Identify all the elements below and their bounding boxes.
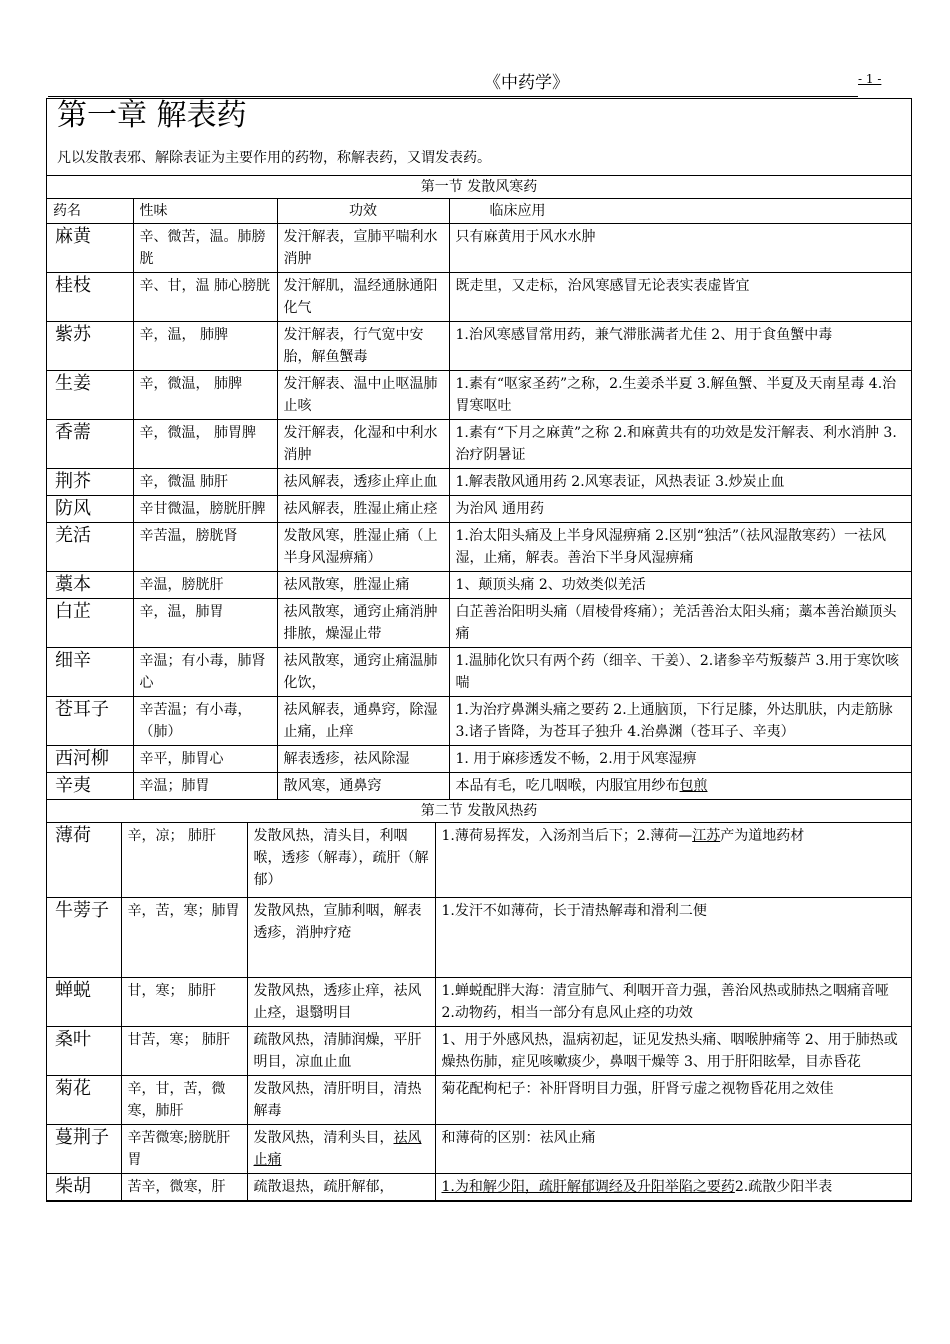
herb-effect: 疏散退热，疏肝解郁，: [247, 1173, 435, 1200]
herb-effect: 发散风热，宣肺利咽，解表透疹，消肿疗疮: [247, 897, 435, 977]
underlined-term: 1.为和解少阳，疏肝解郁调经及升阳举陷之要药: [441, 1178, 735, 1195]
herb-taste: 辛，微温 肺肝: [133, 469, 277, 496]
herb-usage: 1.温肺化饮只有两个药（细辛、干姜）、2.诸参辛芍叛藜芦 3.用于寒饮咳喘: [449, 648, 911, 697]
herb-effect: 发散风热，清肝明目，清热解毒: [247, 1075, 435, 1124]
herb-name: 蔓荆子: [47, 1124, 121, 1173]
herb-name: 生姜: [47, 371, 133, 420]
herb-effect: 解表透疹，祛风除湿: [277, 746, 449, 773]
herb-name: 西河柳: [47, 746, 133, 773]
herb-effect: 祛风散寒，通窍止痛温肺化饮，: [277, 648, 449, 697]
table-row: [47, 496, 911, 523]
herb-taste: 辛温；肺胃: [133, 773, 277, 800]
herb-name: 牛蒡子: [47, 897, 121, 977]
book-title: 《中药学》: [484, 73, 569, 93]
herb-usage: [435, 823, 911, 897]
table-row: [47, 648, 911, 697]
herb-effect: 祛风散寒，通窍止痛消肿排脓，燥湿止带: [277, 599, 449, 648]
herb-effect: 发汗解表，宣肺平喘利水消肿: [277, 224, 449, 273]
herb-usage: [435, 1173, 911, 1200]
herb-taste: 辛，甘，苦，微寒，肺肝: [121, 1075, 247, 1124]
usage-text: 1.薄荷易挥发，入汤剂当后下；2.薄荷—: [441, 828, 693, 844]
herb-taste: 辛苦温，膀胱肾: [133, 523, 277, 572]
col-header-usage: 临床应用: [449, 199, 911, 224]
underlined-term: 包煎: [679, 778, 708, 794]
table-header: [47, 199, 911, 224]
col-header-name: 药名: [47, 199, 133, 224]
herb-effect: 祛风解表，透疹止痒止血: [277, 469, 449, 496]
usage-text: 2.疏散少阳半表: [734, 1178, 833, 1195]
herb-taste: 辛，温，肺胃: [133, 599, 277, 648]
herb-name: 薄荷: [47, 823, 121, 897]
table-row: [47, 977, 911, 1026]
herb-usage: 1. 用于麻疹透发不畅，2.用于风寒湿痹: [449, 746, 911, 773]
herb-taste: 甘，寒； 肺肝: [121, 977, 247, 1026]
herb-usage: 1.素有“呕家圣药”之称，2.生姜杀半夏 3.解鱼蟹、半夏及天南星毒 4.治胃寒呕吐: [449, 371, 911, 420]
herb-taste: 辛平，肺胃心: [133, 746, 277, 773]
table-row: [47, 697, 911, 746]
col-header-taste: 性味: [133, 199, 277, 224]
section1-table: [47, 175, 911, 823]
underlined-term: 江苏: [692, 828, 721, 844]
table-row: [47, 420, 911, 469]
herb-name: 藁本: [47, 572, 133, 599]
herb-name: 辛夷: [47, 773, 133, 800]
usage-text: 本品有毛，吃几咽喉，内服宜用纱布: [455, 778, 680, 794]
header-rule: [48, 96, 858, 97]
table-row: [47, 1124, 911, 1173]
herb-effect: 祛风解表，胜湿止痛止痉: [277, 496, 449, 523]
table-row: [47, 273, 911, 322]
table-row: [47, 371, 911, 420]
herb-usage: 1.发汗不如薄荷，长于清热解毒和滑利二便: [435, 897, 911, 977]
herb-usage: 和薄荷的区别：祛风止痛: [435, 1124, 911, 1173]
table-row: [47, 224, 911, 273]
herb-effect: 祛风解表，通鼻窍，除湿止痛，止痒: [277, 697, 449, 746]
herb-name: 荆芥: [47, 469, 133, 496]
herb-taste: 辛，微温， 肺胃脾: [133, 420, 277, 469]
herb-usage: 为治风 通用药: [449, 496, 911, 523]
section2-title: 第二节 发散风热药: [47, 800, 911, 823]
herb-usage: 1.治太阳头痛及上半身风湿痹痛 2.区别“独活”（祛风湿散寒药）一祛风湿，止痛，解表。善治下半身风湿痹痛: [449, 523, 911, 572]
underlined-term: 祛风止痛: [253, 1129, 422, 1168]
document-body: [46, 98, 912, 1202]
herb-name: 麻黄: [47, 224, 133, 273]
table-row: [47, 599, 911, 648]
herb-taste: 辛，微温， 肺脾: [133, 371, 277, 420]
herb-usage: 白芷善治阳明头痛（眉棱骨疼痛）；羌活善治太阳头痛；藁本善治巅顶头痛: [449, 599, 911, 648]
herb-effect: 疏散风热，清肺润燥，平肝明目，凉血止血: [247, 1026, 435, 1075]
page-number: - 1 -: [858, 72, 882, 86]
herb-usage: 1、颠顶头痛 2、功效类似羌活: [449, 572, 911, 599]
herb-taste: 辛，苦，寒；肺胃: [121, 897, 247, 977]
section1-title: 第一节 发散风寒药: [47, 176, 911, 199]
herb-effect: [247, 1124, 435, 1173]
herb-effect: 散风寒，通鼻窍: [277, 773, 449, 800]
table-row: [47, 322, 911, 371]
table-row: [47, 823, 911, 897]
col-header-effect: 功效: [277, 199, 449, 224]
table-row: [47, 1173, 911, 1200]
herb-effect: 发汗解肌，温经通脉通阳化气: [277, 273, 449, 322]
herb-effect: 发汗解表，化湿和中利水消肿: [277, 420, 449, 469]
herb-taste: 辛、甘，温 肺心膀胱: [133, 273, 277, 322]
herb-name: 细辛: [47, 648, 133, 697]
herb-effect: 祛风散寒，胜湿止痛: [277, 572, 449, 599]
usage-text: 产为道地药材: [720, 828, 805, 844]
herb-name: 蝉蜕: [47, 977, 121, 1026]
section2-table: [47, 823, 911, 1201]
herb-taste: 辛甘微温，膀胱肝脾: [133, 496, 277, 523]
herb-usage: 1.治风寒感冒常用药，兼气滞胀满者尤佳 2、用于食鱼蟹中毒: [449, 322, 911, 371]
chapter-title: 第一章 解表药: [57, 98, 247, 133]
table-row: [47, 572, 911, 599]
herb-usage: 1、用于外感风热，温病初起，证见发热头痛、咽喉肿痛等 2、用于肺热或燥热伤肺，症见咳嗽痰少，鼻咽干燥等 3、用于肝阳眩晕，目赤昏花: [435, 1026, 911, 1075]
herb-taste: 辛温，膀胱肝: [133, 572, 277, 599]
herb-taste: 辛苦微寒;膀胱肝胃: [121, 1124, 247, 1173]
table-row: [47, 469, 911, 496]
herb-taste: 辛，温， 肺脾: [133, 322, 277, 371]
table-row: [47, 523, 911, 572]
herb-name: 桑叶: [47, 1026, 121, 1075]
table-row: [47, 1026, 911, 1075]
herb-name: 菊花: [47, 1075, 121, 1124]
herb-effect: 发散风热，透疹止痒，祛风止痉，退翳明目: [247, 977, 435, 1026]
herb-name: 苍耳子: [47, 697, 133, 746]
herb-taste: 辛温；有小毒，肺肾心: [133, 648, 277, 697]
table-row: [47, 773, 911, 800]
herb-name: 柴胡: [47, 1173, 121, 1200]
herb-name: 香薷: [47, 420, 133, 469]
herb-usage: 1.蝉蜕配胖大海：清宣肺气、利咽开音力强，善治风热或肺热之咽痛音哑 2.动物药，相当一部分有息风止痉的功效: [435, 977, 911, 1026]
table-row: [47, 897, 911, 977]
table-row: [47, 746, 911, 773]
herb-name: 白芷: [47, 599, 133, 648]
herb-effect: 发汗解表、温中止呕温肺止咳: [277, 371, 449, 420]
herb-taste: 辛苦温；有小毒，（肺）: [133, 697, 277, 746]
herb-name: 羌活: [47, 523, 133, 572]
herb-effect: 发散风寒，胜湿止痛（上半身风湿痹痛）: [277, 523, 449, 572]
herb-usage: [449, 773, 911, 800]
herb-usage: 1.素有“下月之麻黄”之称 2.和麻黄共有的功效是发汗解表、利水消肿 3.治疗阴暑证: [449, 420, 911, 469]
herb-name: 桂枝: [47, 273, 133, 322]
herb-taste: 苦辛，微寒，肝: [121, 1173, 247, 1200]
herb-usage: 1.解表散风通用药 2.风寒表证，风热表证 3.炒炭止血: [449, 469, 911, 496]
page-header: [0, 68, 950, 94]
herb-usage: 1.为治疗鼻渊头痛之要药 2.上通脑顶，下行足膝，外达肌肤，内走筋脉 3.诸子皆降，为苍耳子独升 4.治鼻渊（苍耳子、辛夷）: [449, 697, 911, 746]
herb-effect: 发散风热，清头目，利咽喉，透疹（解毒），疏肝（解郁）: [247, 823, 435, 897]
effect-text: 发散风热，清利头目，: [253, 1129, 394, 1146]
herb-usage: 只有麻黄用于风水水肿: [449, 224, 911, 273]
herb-usage: 菊花配枸杞子：补肝肾明目力强，肝肾亏虚之视物昏花用之效佳: [435, 1075, 911, 1124]
herb-taste: 辛，凉； 肺肝: [121, 823, 247, 897]
herb-name: 紫苏: [47, 322, 133, 371]
herb-usage: 既走里，又走标，治风寒感冒无论表实表虚皆宜: [449, 273, 911, 322]
table-row: [47, 1075, 911, 1124]
chapter-intro: 凡以发散表邪、解除表证为主要作用的药物，称解表药，又谓发表药。: [57, 150, 491, 166]
herb-effect: 发汗解表，行气宽中安胎，解鱼蟹毒: [277, 322, 449, 371]
herb-name: 防风: [47, 496, 133, 523]
herb-taste: 甘苦，寒； 肺肝: [121, 1026, 247, 1075]
herb-taste: 辛、微苦，温。肺膀胱: [133, 224, 277, 273]
